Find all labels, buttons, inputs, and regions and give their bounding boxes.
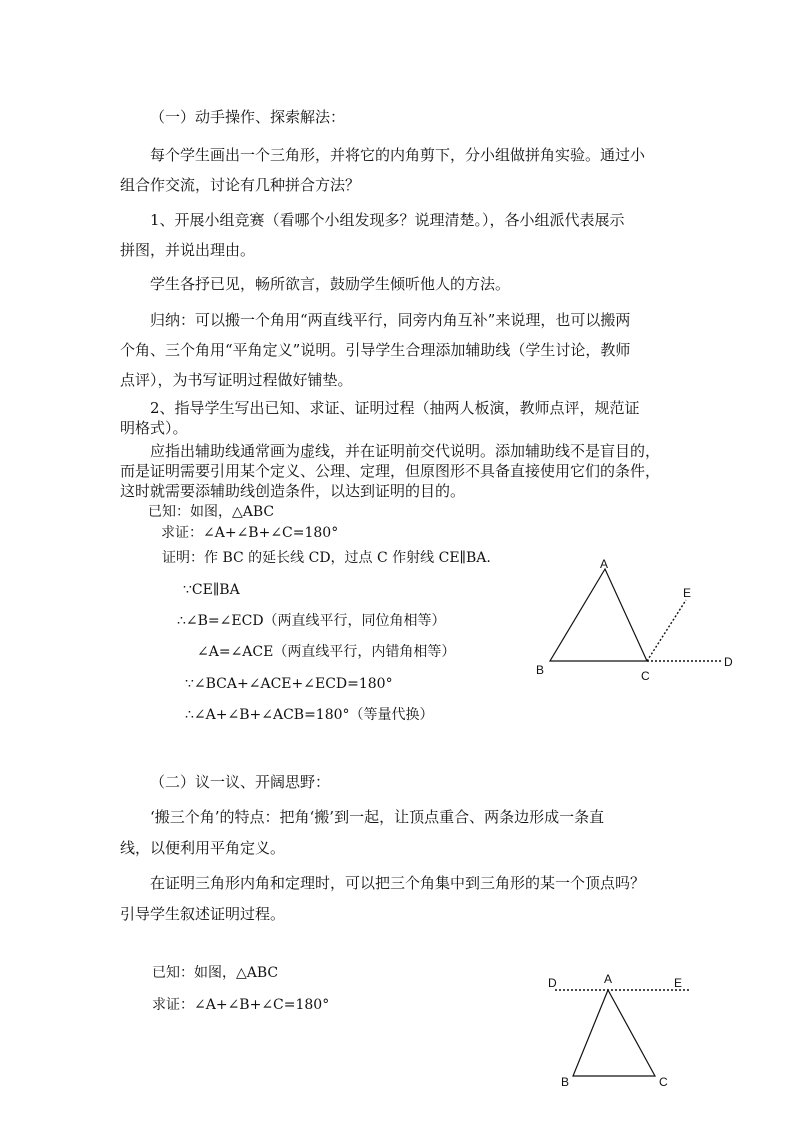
paragraph-line: 应指出辅助线通常画为虚线，并在证明前交代说明。添加辅助线不是盲目的， bbox=[150, 442, 661, 460]
triangle-abc bbox=[550, 569, 647, 661]
ray-ce bbox=[647, 600, 686, 661]
prove-statement: 求证：∠A+∠B+∠C=180° bbox=[152, 997, 330, 1013]
section1-title: （一）动手操作、探索解法： bbox=[150, 108, 346, 126]
vertex-label-c: C bbox=[641, 669, 650, 683]
point-label-e: E bbox=[674, 976, 683, 990]
proof-step: ∴∠A+∠B+∠ACB=180°（等量代换） bbox=[185, 707, 434, 723]
paragraph-line: 归纳：可以搬一个角用“两直线平行，同旁内角互补”来说理，也可以搬两 bbox=[150, 311, 631, 329]
paragraph-line: 明格式）。 bbox=[120, 419, 188, 437]
given-statement: 已知：如图，△ABC bbox=[152, 965, 279, 981]
paragraph-line: 学生各抒已见，畅所欲言，鼓励学生倾听他人的方法。 bbox=[150, 275, 511, 293]
proof-step: ∴∠B=∠ECD（两直线平行，同位角相等） bbox=[177, 613, 446, 629]
proof-statement: 证明：作 BC 的延长线 CD，过点 C 作射线 CE∥BA. bbox=[162, 550, 491, 566]
paragraph-line: 这时就需要添辅助线创造条件，以达到证明的目的。 bbox=[120, 482, 466, 500]
paragraph-line: 线，以便利用平角定义。 bbox=[120, 839, 286, 857]
paragraph-line: 点评），为书写证明过程做好铺垫。 bbox=[120, 371, 353, 389]
vertex-label-a: A bbox=[600, 557, 609, 571]
paragraph-line: ‘搬三个角’的特点：把角‘搬’到一起，让顶点重合、两条边形成一条直 bbox=[150, 808, 605, 826]
proof-step: ∵CE∥BA bbox=[183, 582, 240, 598]
paragraph-line: 而是证明需要引用某个定义、公理、定理，但原图形不具备直接使用它们的条件， bbox=[120, 462, 661, 480]
triangle-abc bbox=[573, 990, 655, 1076]
vertex-label-a: A bbox=[604, 972, 613, 986]
paragraph-line: 个角、三个角用“平角定义”说明。引导学生合理添加辅助线（学生讨论，教师 bbox=[120, 341, 631, 359]
section2-title: （二）议一议、开阔思野： bbox=[150, 773, 331, 791]
vertex-label-c: C bbox=[659, 1075, 668, 1089]
point-label-d: D bbox=[724, 655, 733, 669]
given-statement: 已知：如图，△ABC bbox=[148, 504, 275, 520]
paragraph-line: 组合作交流，讨论有几种拼合方法？ bbox=[120, 176, 361, 194]
proof-step: ∠A=∠ACE（两直线平行，内错角相等） bbox=[197, 644, 456, 660]
vertex-label-b: B bbox=[561, 1075, 570, 1089]
paragraph-line: 2、指导学生写出已知、求证、证明过程（抽两人板演，教师点评，规范证 bbox=[150, 399, 640, 417]
proof-step: ∵∠BCA+∠ACE+∠ECD=180° bbox=[185, 676, 393, 692]
paragraph-line: 在证明三角形内角和定理时，可以把三个角集中到三角形的某一个顶点吗？ bbox=[150, 874, 646, 892]
point-label-e: E bbox=[683, 586, 692, 600]
paragraph-line: 每个学生画出一个三角形，并将它的内角剪下，分小组做拼角实验。通过小 bbox=[150, 146, 646, 164]
point-label-d: D bbox=[548, 976, 557, 990]
prove-statement: 求证：∠A+∠B+∠C=180° bbox=[161, 525, 339, 541]
paragraph-line: 1、开展小组竞赛（看哪个小组发现多？说理清楚。），各小组派代表展示 bbox=[150, 211, 625, 229]
vertex-label-b: B bbox=[536, 663, 545, 677]
paragraph-line: 拼图，并说出理由。 bbox=[120, 241, 256, 259]
triangle-figure-1 bbox=[520, 550, 750, 685]
triangle-figure-2 bbox=[540, 965, 700, 1095]
paragraph-line: 引导学生叙述证明过程。 bbox=[120, 905, 286, 923]
